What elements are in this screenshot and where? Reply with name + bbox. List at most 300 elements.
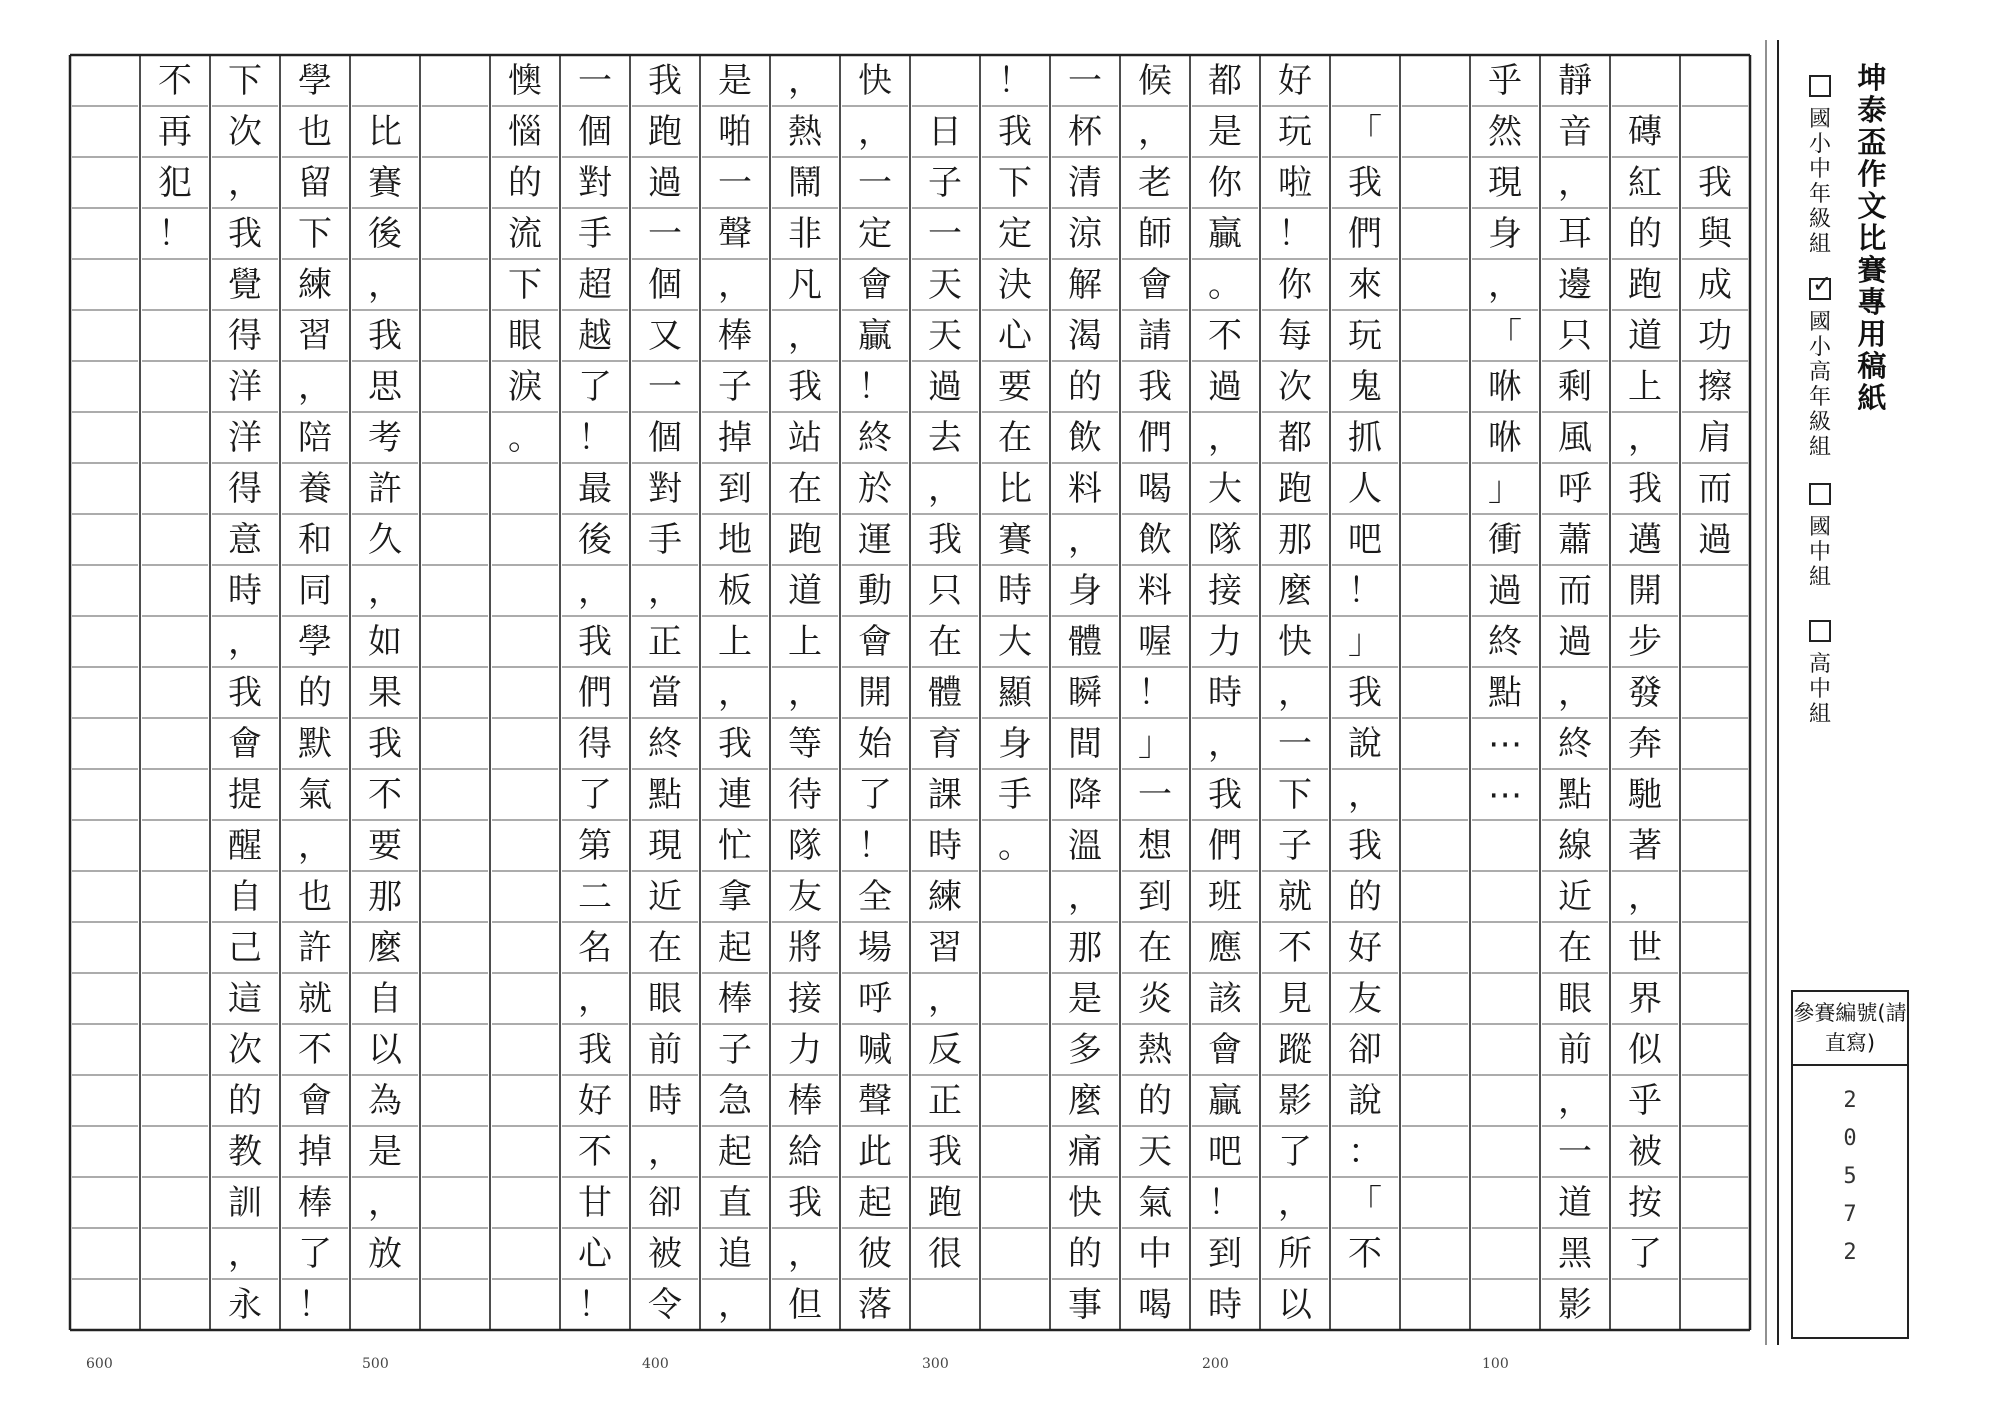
essay-char: ，	[228, 1233, 262, 1274]
essay-char: 我	[578, 621, 612, 662]
essay-char: 對	[578, 162, 612, 203]
essay-char: 要	[368, 825, 402, 866]
essay-char: 第	[578, 825, 612, 866]
essay-char: 「	[1348, 111, 1382, 152]
essay-char: 們	[1138, 417, 1172, 458]
essay-char: 吧	[1348, 519, 1382, 560]
essay-char: 過	[1698, 519, 1732, 560]
essay-char: 會	[1138, 264, 1172, 305]
essay-char: 接	[1208, 570, 1242, 611]
essay-char: ，	[1278, 1182, 1312, 1223]
essay-char: 然	[1488, 111, 1522, 152]
essay-char: 但	[788, 1284, 822, 1325]
essay-char: 跑	[928, 1182, 962, 1223]
essay-char: 全	[858, 876, 892, 917]
essay-char: 與	[1698, 213, 1732, 254]
essay-char: 到	[718, 468, 752, 509]
essay-char: 去	[928, 417, 962, 458]
essay-char: 上	[1628, 366, 1662, 407]
ruler-mark: 100	[1482, 1356, 1509, 1372]
essay-char: 自	[228, 876, 262, 917]
essay-char: ，	[1208, 723, 1242, 764]
essay-char: 前	[648, 1029, 682, 1070]
essay-char: 間	[1068, 723, 1102, 764]
essay-char: 咻	[1488, 366, 1522, 407]
essay-char: 道	[1628, 315, 1662, 356]
divider	[1793, 1064, 1907, 1066]
essay-char: 馳	[1628, 774, 1662, 815]
essay-char: 聲	[718, 213, 752, 254]
essay-char: 甘	[578, 1182, 612, 1223]
essay-char: 超	[578, 264, 612, 305]
essay-char: 界	[1628, 978, 1662, 1019]
essay-char: 以	[368, 1029, 402, 1070]
essay-char: 跑	[788, 519, 822, 560]
essay-char: 直	[718, 1182, 752, 1223]
essay-char: 我	[1348, 162, 1382, 203]
registration-number	[1793, 1082, 1907, 1272]
essay-char: 終	[858, 417, 892, 458]
essay-char: 眼	[508, 315, 542, 356]
essay-char: 那	[368, 876, 402, 917]
ruler-mark: 200	[1202, 1356, 1229, 1372]
essay-column	[1610, 55, 1680, 1330]
essay-char: 擦	[1698, 366, 1732, 407]
essay-column	[560, 55, 630, 1330]
essay-char: 我	[928, 519, 962, 560]
essay-char	[1680, 106, 1750, 157]
essay-char: 的	[1348, 876, 1382, 917]
essay-char: 到	[1208, 1233, 1242, 1274]
essay-char: 起	[718, 1131, 752, 1172]
essay-char: 麼	[1278, 570, 1312, 611]
essay-char: 道	[788, 570, 822, 611]
essay-char: 是	[1068, 978, 1102, 1019]
essay-char: ，	[368, 570, 402, 611]
essay-char: 氣	[1138, 1182, 1172, 1223]
essay-char: 非	[788, 213, 822, 254]
essay-char: 著	[1628, 825, 1662, 866]
registration-digit: 2	[1843, 1240, 1857, 1265]
essay-char: 贏	[1208, 213, 1242, 254]
essay-char: 手	[648, 519, 682, 560]
essay-char: 時	[648, 1080, 682, 1121]
essay-char: 料	[1138, 570, 1172, 611]
essay-char: 熱	[1138, 1029, 1172, 1070]
essay-char: 我	[368, 315, 402, 356]
essay-char: 比	[998, 468, 1032, 509]
registration-number-box	[1791, 990, 1909, 1339]
essay-char: 那	[1068, 927, 1102, 968]
essay-char: 犯	[158, 162, 192, 203]
essay-char: 後	[578, 519, 612, 560]
essay-char: ，	[648, 1131, 682, 1172]
essay-char: ！	[1208, 1182, 1242, 1223]
essay-char: 隊	[788, 825, 822, 866]
essay-char: 終	[1558, 723, 1592, 764]
essay-char: 現	[648, 825, 682, 866]
essay-char: ：	[1348, 1131, 1382, 1172]
essay-char: ！	[858, 366, 892, 407]
essay-char: 為	[368, 1080, 402, 1121]
essay-char: 開	[1628, 570, 1662, 611]
essay-char: 在	[1558, 927, 1592, 968]
grade-option-elementary-upper[interactable]	[1800, 278, 1840, 460]
essay-char: 時	[998, 570, 1032, 611]
checkbox-elementary-upper[interactable]	[1809, 278, 1831, 300]
essay-char: 」	[1488, 468, 1522, 509]
grade-option-junior-high[interactable]	[1800, 483, 1840, 590]
essay-char: 。	[998, 825, 1032, 866]
essay-char: 痛	[1068, 1131, 1102, 1172]
essay-char: 比	[368, 111, 402, 152]
essay-char: 說	[1348, 723, 1382, 764]
essay-char: ，	[1068, 876, 1102, 917]
essay-char: 顯	[998, 672, 1032, 713]
essay-char: 得	[578, 723, 612, 764]
essay-char: 所	[1278, 1233, 1312, 1274]
essay-char: 以	[1278, 1284, 1312, 1325]
checkbox-senior-high[interactable]	[1809, 620, 1831, 642]
essay-char: ！	[1348, 570, 1382, 611]
grade-label: 國中組	[1808, 515, 1831, 590]
essay-char: 了	[1628, 1233, 1662, 1274]
essay-char: 也	[298, 876, 332, 917]
essay-char: 近	[1558, 876, 1592, 917]
essay-char: ，	[648, 570, 682, 611]
essay-char: 」	[1348, 621, 1382, 662]
essay-char: 學	[298, 621, 332, 662]
essay-char: 見	[1278, 978, 1312, 1019]
essay-char: 乎	[1488, 60, 1522, 101]
essay-char: 彼	[858, 1233, 892, 1274]
ruler-mark: 500	[362, 1356, 389, 1372]
essay-char: 乎	[1628, 1080, 1662, 1121]
essay-char: 聲	[858, 1080, 892, 1121]
essay-char: 贏	[858, 315, 892, 356]
essay-char: 現	[1488, 162, 1522, 203]
essay-char: 也	[298, 111, 332, 152]
essay-char: 習	[928, 927, 962, 968]
essay-char: 們	[578, 672, 612, 713]
essay-char: 的	[228, 1080, 262, 1121]
essay-char: 你	[1208, 162, 1242, 203]
essay-char: 過	[1208, 366, 1242, 407]
essay-char	[1680, 55, 1750, 106]
essay-char: 起	[858, 1182, 892, 1223]
essay-char: ⋯	[1488, 723, 1522, 764]
essay-char: 心	[578, 1233, 612, 1274]
essay-char: 運	[858, 519, 892, 560]
essay-char: 會	[1208, 1029, 1242, 1070]
essay-char: 了	[858, 774, 892, 815]
essay-char: 站	[788, 417, 822, 458]
essay-char: 懊	[508, 60, 542, 101]
essay-char: 我	[1348, 672, 1382, 713]
essay-char: 又	[648, 315, 682, 356]
essay-column	[420, 55, 490, 1330]
essay-char: 肩	[1698, 417, 1732, 458]
essay-char: 一	[1138, 774, 1172, 815]
essay-char: ，	[228, 621, 262, 662]
essay-char: 就	[298, 978, 332, 1019]
essay-char: 中	[1138, 1233, 1172, 1274]
essay-char: 點	[1558, 774, 1592, 815]
essay-char: 你	[1278, 264, 1312, 305]
essay-char: 我	[718, 723, 752, 764]
essay-char: 天	[928, 264, 962, 305]
essay-char: 次	[1278, 366, 1312, 407]
essay-char: 喔	[1138, 621, 1172, 662]
essay-char: 都	[1278, 417, 1312, 458]
essay-char: 落	[858, 1284, 892, 1325]
essay-char: 的	[1068, 366, 1102, 407]
essay-char: 洋	[228, 417, 262, 458]
essay-char: 贏	[1208, 1080, 1242, 1121]
essay-char: 身	[1488, 213, 1522, 254]
essay-char: 接	[788, 978, 822, 1019]
essay-char: ！	[158, 213, 192, 254]
essay-char: 一	[1068, 60, 1102, 101]
essay-char: 一	[718, 162, 752, 203]
essay-char: 衝	[1488, 519, 1522, 560]
essay-char: 不	[1278, 927, 1312, 968]
essay-char: 喝	[1138, 1284, 1172, 1325]
essay-char: 次	[228, 1029, 262, 1070]
essay-char: 許	[368, 468, 402, 509]
essay-char: 每	[1278, 315, 1312, 356]
essay-char: 的	[1138, 1080, 1172, 1121]
essay-char: 料	[1068, 468, 1102, 509]
essay-char	[910, 55, 980, 106]
essay-column	[700, 55, 770, 1330]
essay-char: 練	[928, 876, 962, 917]
essay-char: ，	[298, 366, 332, 407]
essay-char: 思	[368, 366, 402, 407]
ruler-mark: 400	[642, 1356, 669, 1372]
essay-char: 個	[648, 417, 682, 458]
essay-char: 個	[578, 111, 612, 152]
essay-char: ，	[1558, 672, 1592, 713]
essay-char: 再	[158, 111, 192, 152]
ruler-mark: 300	[922, 1356, 949, 1372]
essay-char: 點	[648, 774, 682, 815]
essay-char: 時	[228, 570, 262, 611]
grade-option-elementary-middle[interactable]	[1800, 75, 1840, 257]
essay-char: ，	[788, 315, 822, 356]
essay-column	[910, 55, 980, 1330]
essay-column	[210, 55, 280, 1330]
registration-label: 參賽編號(請直寫)	[1793, 1001, 1907, 1055]
essay-char: 考	[368, 417, 402, 458]
essay-char: 一	[648, 213, 682, 254]
essay-char: ！	[298, 1284, 332, 1325]
essay-column	[1470, 55, 1540, 1330]
essay-char: 賽	[368, 162, 402, 203]
essay-char: 而	[1558, 570, 1592, 611]
essay-char: 邁	[1628, 519, 1662, 560]
essay-char: 心	[998, 315, 1032, 356]
essay-char: 蕭	[1558, 519, 1592, 560]
essay-char: 步	[1628, 621, 1662, 662]
essay-char: 連	[718, 774, 752, 815]
essay-char: 永	[228, 1284, 262, 1325]
essay-char: 炎	[1138, 978, 1172, 1019]
grade-label: 高中組	[1808, 652, 1831, 727]
essay-char: 二	[578, 876, 612, 917]
essay-char: 力	[788, 1029, 822, 1070]
essay-char: 不	[1208, 315, 1242, 356]
essay-char: 會	[858, 621, 892, 662]
ruler-mark: 600	[86, 1356, 113, 1372]
essay-char: 在	[998, 417, 1032, 458]
essay-char: ，	[718, 1284, 752, 1325]
essay-char: 磚	[1628, 111, 1662, 152]
essay-char: 清	[1068, 162, 1102, 203]
essay-char: 世	[1628, 927, 1662, 968]
essay-column	[1540, 55, 1610, 1330]
essay-char: 手	[578, 213, 612, 254]
essay-char: 降	[1068, 774, 1102, 815]
essay-char: 那	[1278, 519, 1312, 560]
essay-char: ，	[788, 1233, 822, 1274]
essay-char: ，	[578, 570, 612, 611]
essay-char: 時	[928, 825, 962, 866]
essay-char: 道	[1558, 1182, 1592, 1223]
essay-char: 流	[508, 213, 542, 254]
essay-char: 過	[1488, 570, 1522, 611]
essay-char: 說	[1348, 1080, 1382, 1121]
essay-char: 隊	[1208, 519, 1242, 560]
essay-char: 音	[1558, 111, 1592, 152]
essay-char: ，	[578, 978, 612, 1019]
essay-char: 起	[718, 927, 752, 968]
essay-char: 只	[928, 570, 962, 611]
essay-char	[350, 55, 420, 106]
essay-char: ，	[1558, 162, 1592, 203]
essay-char: 我	[928, 1131, 962, 1172]
essay-char: 的	[298, 672, 332, 713]
essay-char: 終	[1488, 621, 1522, 662]
essay-char: 友	[788, 876, 822, 917]
essay-char: 個	[648, 264, 682, 305]
essay-column	[280, 55, 350, 1330]
essay-char: 下	[508, 264, 542, 305]
essay-char: ！	[578, 1284, 612, 1325]
essay-char: 追	[718, 1233, 752, 1274]
essay-char: ，	[1488, 264, 1522, 305]
essay-char: 我	[1208, 774, 1242, 815]
essay-char: ，	[1138, 111, 1172, 152]
essay-char: 令	[648, 1284, 682, 1325]
essay-char: 點	[1488, 672, 1522, 713]
grade-option-senior-high[interactable]	[1800, 620, 1840, 727]
essay-char: 得	[228, 468, 262, 509]
essay-char: 同	[298, 570, 332, 611]
essay-char: ，	[368, 1182, 402, 1223]
essay-char: 體	[1068, 621, 1102, 662]
essay-char: 和	[298, 519, 332, 560]
essay-char: ，	[718, 672, 752, 713]
essay-column	[0, 55, 70, 1330]
essay-char: 成	[1698, 264, 1732, 305]
essay-char: 我	[788, 366, 822, 407]
essay-char: ，	[1068, 519, 1102, 560]
essay-char: 了	[298, 1233, 332, 1274]
essay-char: 不	[578, 1131, 612, 1172]
essay-char: 影	[1558, 1284, 1592, 1325]
essay-char: 是	[718, 60, 752, 101]
essay-char: 我	[1628, 468, 1662, 509]
essay-char: 體	[928, 672, 962, 713]
essay-char: 抓	[1348, 417, 1382, 458]
essay-column	[1190, 55, 1260, 1330]
essay-char: 日	[928, 111, 962, 152]
essay-char: 覺	[228, 264, 262, 305]
essay-char: ，	[298, 825, 332, 866]
essay-char: 定	[998, 213, 1032, 254]
essay-char: 老	[1138, 162, 1172, 203]
essay-column	[840, 55, 910, 1330]
essay-char: 卻	[1348, 1029, 1382, 1070]
registration-digit: 7	[1843, 1202, 1857, 1227]
essay-char: 喝	[1138, 468, 1172, 509]
essay-char: 給	[788, 1131, 822, 1172]
essay-char: 一	[648, 366, 682, 407]
essay-char: 手	[998, 774, 1032, 815]
essay-char: 想	[1138, 825, 1172, 866]
essay-char: 黑	[1558, 1233, 1592, 1274]
essay-char: 玩	[1348, 315, 1382, 356]
essay-char: 很	[928, 1233, 962, 1274]
essay-char: ！	[1138, 672, 1172, 713]
essay-char: 跑	[648, 111, 682, 152]
essay-char: ，	[368, 264, 402, 305]
essay-char: 師	[1138, 213, 1172, 254]
essay-char: 這	[228, 978, 262, 1019]
essay-char: 杯	[1068, 111, 1102, 152]
essay-char: 得	[228, 315, 262, 356]
essay-column	[1330, 55, 1400, 1330]
essay-char: 開	[858, 672, 892, 713]
essay-column	[1050, 55, 1120, 1330]
essay-char: 習	[298, 315, 332, 356]
essay-char: 過	[928, 366, 962, 407]
essay-char: 棒	[718, 978, 752, 1019]
essay-char: 棒	[718, 315, 752, 356]
essay-char: 訓	[228, 1182, 262, 1223]
essay-char: ！	[858, 825, 892, 866]
essay-char: 剩	[1558, 366, 1592, 407]
essay-char: 次	[228, 111, 262, 152]
essay-char: 掉	[298, 1131, 332, 1172]
essay-char: 該	[1208, 978, 1242, 1019]
essay-char: 身	[1068, 570, 1102, 611]
essay-char: 陪	[298, 417, 332, 458]
essay-char: 決	[998, 264, 1032, 305]
essay-column	[490, 55, 560, 1330]
essay-char: 會	[298, 1080, 332, 1121]
essay-char: 忙	[718, 825, 752, 866]
essay-char: ，	[788, 672, 822, 713]
essay-char: 我	[1348, 825, 1382, 866]
essay-char: 果	[368, 672, 402, 713]
essay-char: 事	[1068, 1284, 1102, 1325]
essay-char: 放	[368, 1233, 402, 1274]
essay-char: 在	[928, 621, 962, 662]
checkbox-junior-high[interactable]	[1809, 483, 1831, 505]
checkbox-elementary-middle[interactable]	[1809, 75, 1831, 97]
